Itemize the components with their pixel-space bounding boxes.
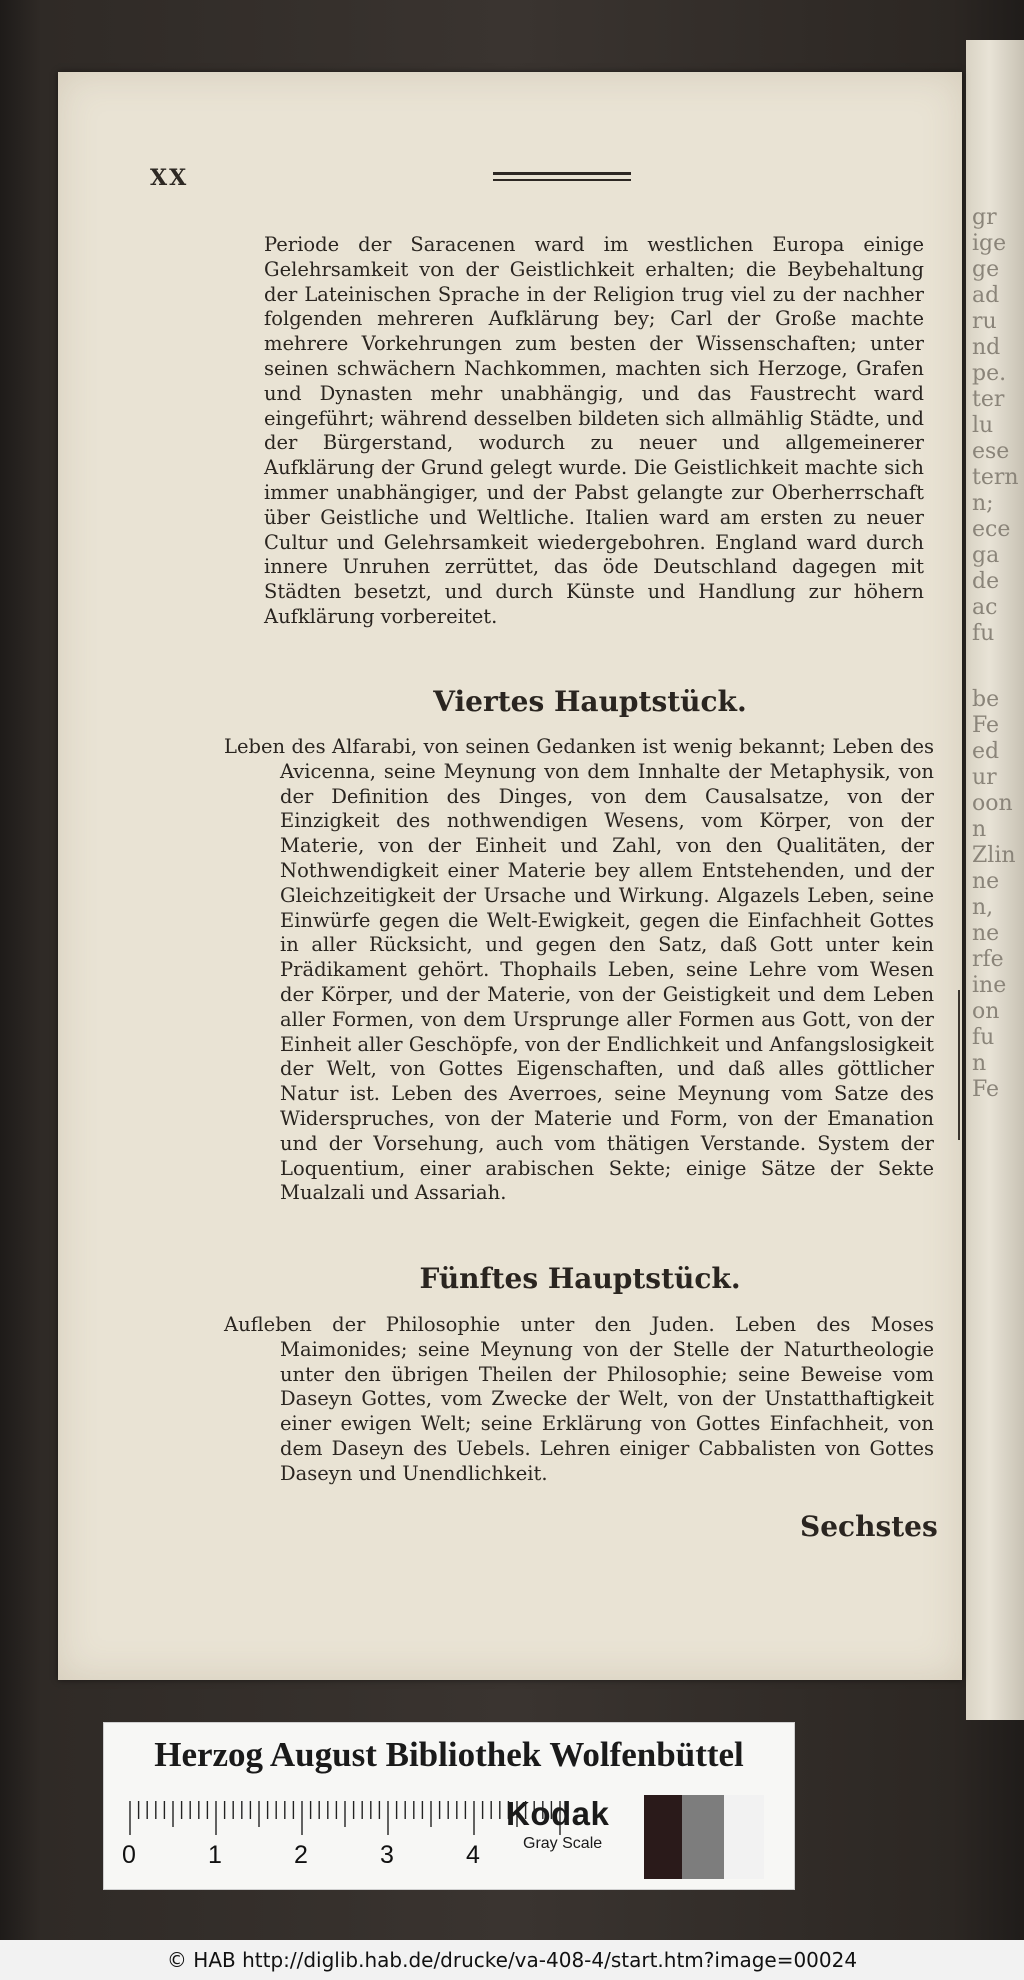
facing-page-fragment: ad bbox=[972, 283, 1000, 308]
ruler-label: 3 bbox=[380, 1841, 394, 1869]
facing-page-fragment: Fe bbox=[972, 713, 1000, 738]
ruler-label: 1 bbox=[208, 1841, 222, 1869]
facing-page-fragment: on bbox=[972, 999, 1000, 1024]
facing-page-fragment: gr bbox=[972, 205, 997, 230]
ruler-label: 0 bbox=[122, 1841, 136, 1869]
intro-paragraph: Periode der Saracenen ward im westlichen Europa einige Gelehrsamkeit von der Geistlichkeit erhalten; die Beybehaltung der Lateinischen Sprache in der Religion trug viel zu der nachher folgenden mehreren Aufklärung bey; Carl der Große machte mehrere Vorkehrungen zum besten der Wissenschaften; unter seinen schwächern Nachkommen, machten sich Herzoge, Grafen und Dynasten mehr unabhängig, und das Faustrecht ward eingeführt; während desselben bildeten sich allmählig Städte, und der Bürgerstand, wodurch zu neuer und allgemeinerer Aufklärung der Grund gelegt wurde. Die Geistlichkeit machte sich immer unabhängiger, und der Pabst gelangte zur Oberherrschaft über Geistliche und Weltliche. Italien ward am ersten zu neuer Cultur und Gelehrsamkeit wiedergebohren. England ward durch innere Unruhen zerrüttet, das öde Deutschland dagegen mit Städten besetzt, und durch Künste und Handlung zur höhern Aufklärung vorbereitet. bbox=[264, 233, 924, 628]
catchword: Sechstes bbox=[800, 1510, 938, 1543]
facing-page-fragment: be bbox=[972, 687, 1000, 712]
facing-page-fragment: ige bbox=[972, 231, 1007, 256]
facing-page-fragment: oon bbox=[972, 791, 1013, 816]
facing-page-fragment: n; bbox=[972, 491, 994, 516]
color-calibration-target bbox=[103, 1722, 795, 1890]
facing-page-fragment: ga bbox=[972, 543, 1000, 568]
ruler-label: 2 bbox=[294, 1841, 308, 1869]
gray-scale-label: Gray Scale bbox=[523, 1835, 603, 1852]
margin-bracket bbox=[958, 990, 960, 1140]
facing-page-fragment: Fe bbox=[972, 1077, 1000, 1102]
chapter-4-summary: Leben des Alfarabi, von seinen Gedanken ist wenig bekannt; Leben des Avicenna, seine Meynung von dem Innhalte der Metaphysik, von der Definition des Dinges, von dem Causalsatze, von der Einzigkeit des nothwendigen Wesens, vom Körper, von der Materie, von der Einheit und Zahl, von den Qualitäten, der Nothwendigkeit einer Materie bey allem Entstehenden, und der Gleichzeitigkeit der Ursache und Wirkung. Algazels Leben, seine Einwürfe gegen die Welt-Ewigkeit, gegen die Einfachheit Gottes in aller Rücksicht, und gegen den Satz, daß Gott unter kein Prädikament gehört. Thophails Leben, seine Lehre vom Wesen der Körper, und der Materie, von der Geistigkeit und dem Leben aller Formen, von dem Ursprunge aller Formen aus Gott, von der Einheit aller Geschöpfe, von der Endlichkeit und Anfangslosigkeit der Welt, von Gottes Eigenschaften, und daß alles göttlicher Natur ist. Leben des Averroes, seine Meynung vom Satze des Widerspruches, von der Materie und Form, von der Emanation und der Vorsehung, auch vom thätigen Verstande. System der Loquentium, einer arabischen Sekte; einige Sätze der Sekte Mualzali und Assariah. bbox=[224, 735, 934, 1205]
facing-page-fragment: pe. bbox=[972, 361, 1007, 386]
facing-page-fragment: ter bbox=[972, 387, 1005, 412]
facing-page-fragment: n bbox=[972, 1051, 987, 1076]
facing-page-fragment: ne bbox=[972, 869, 1000, 894]
facing-page-fragment: rfe bbox=[972, 947, 1004, 972]
facing-page-fragment: ece bbox=[972, 517, 1011, 542]
facing-page-fragment: n bbox=[972, 817, 987, 842]
facing-page-fragment: ge bbox=[972, 257, 1000, 282]
facing-page-fragment: fu bbox=[972, 621, 995, 646]
facing-page-fragment: ne bbox=[972, 921, 1000, 946]
facing-page-fragment: ru bbox=[972, 309, 997, 334]
page-header bbox=[150, 165, 930, 195]
gray-scale-patches bbox=[644, 1795, 764, 1879]
facing-page-fragment: ac bbox=[972, 595, 998, 620]
facing-page-fragment: ese bbox=[972, 439, 1010, 464]
gray-patch bbox=[682, 1795, 724, 1879]
facing-page-fragment: tern bbox=[972, 465, 1019, 490]
gray-patch bbox=[724, 1795, 764, 1879]
ruler-label: 4 bbox=[466, 1841, 480, 1869]
chapter-5-summary: Aufleben der Philosophie unter den Juden. Leben des Moses Maimonides; seine Meynung von der Stelle der Naturtheologie unter den übrigen Theilen der Philosophie; seine Beweise vom Daseyn Gottes, vom Zwecke der Welt, von der Unstatthaftigkeit einer ewigen Welt; seine Erklärung von Gottes Einfachheit, von dem Daseyn des Uebels. Lehren einiger Cabbalisten von Gottes Daseyn und Unendlichkeit. bbox=[224, 1313, 934, 1485]
facing-page-fragment: de bbox=[972, 569, 1000, 594]
facing-page-fragment: nd bbox=[972, 335, 1001, 360]
facing-page-fragment: lu bbox=[972, 413, 994, 438]
chapter-4-heading: Viertes Hauptstück. bbox=[433, 685, 747, 718]
page-number: XX bbox=[150, 165, 189, 191]
header-ornament-rule bbox=[493, 172, 631, 181]
library-name: Herzog August Bibliothek Wolfenbüttel bbox=[154, 1735, 744, 1774]
chapter-5-heading: Fünftes Hauptstück. bbox=[419, 1262, 741, 1295]
kodak-logo: Kodak bbox=[506, 1795, 610, 1832]
gray-patch bbox=[644, 1795, 682, 1879]
facing-page-fragment: Zlin bbox=[972, 843, 1016, 868]
footer-credit: © HAB http://diglib.hab.de/drucke/va-408-4/start.htm?image=00024 bbox=[0, 1940, 1024, 1980]
facing-page-fragment: ed bbox=[972, 739, 1000, 764]
facing-page-fragment: fu bbox=[972, 1025, 995, 1050]
facing-page-fragment: ur bbox=[972, 765, 997, 790]
facing-page-fragment: ine bbox=[972, 973, 1007, 998]
facing-page-fragment: n, bbox=[972, 895, 994, 920]
facing-page-edge bbox=[966, 40, 1024, 1720]
